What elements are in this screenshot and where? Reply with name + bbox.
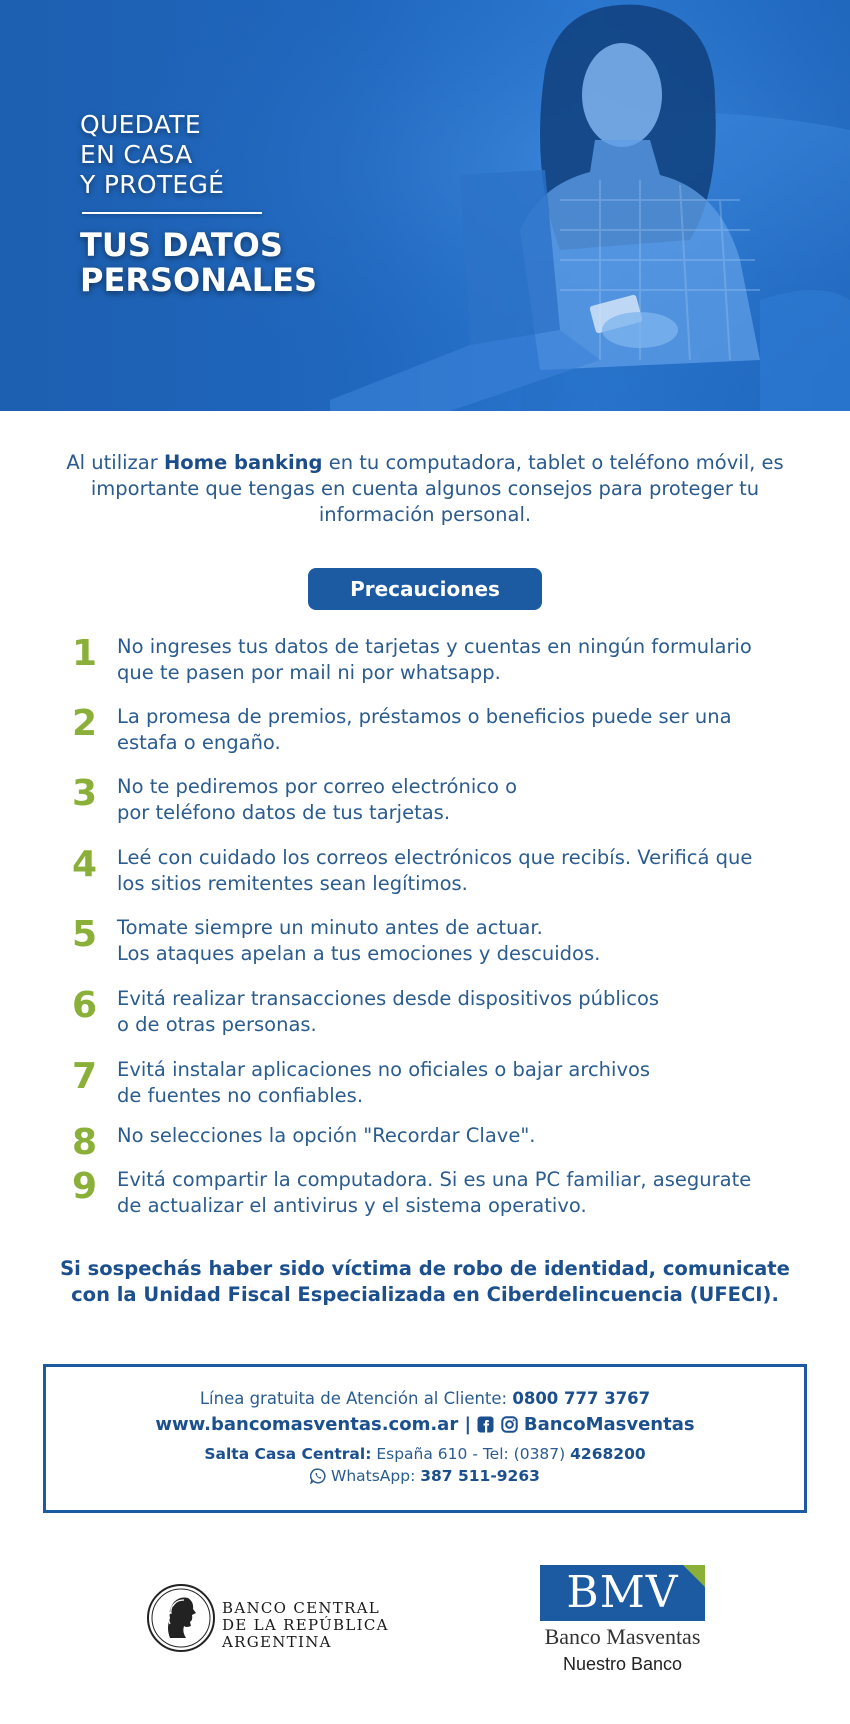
tip-number: 6 bbox=[72, 985, 98, 1026]
tip-text: Evitá realizar transacciones desde dispositivos públicos o de otras personas. bbox=[117, 987, 660, 1036]
intro-home-banking: Home banking bbox=[163, 451, 323, 474]
bcra-seal-icon bbox=[146, 1582, 216, 1654]
tip-number: 8 bbox=[72, 1122, 98, 1163]
tip-number: 1 bbox=[72, 633, 98, 674]
hq-label: Salta Casa Central: bbox=[204, 1445, 372, 1463]
hero-text bbox=[80, 110, 317, 298]
social-handle[interactable]: BancoMasventas bbox=[523, 1414, 695, 1435]
tip-text: La promesa de premios, préstamos o beneficios puede ser una estafa o engaño. bbox=[117, 705, 732, 754]
headquarters-line bbox=[46, 1445, 804, 1463]
tip-text: No te pediremos por correo electrónico o por teléfono datos de tus tarjetas. bbox=[117, 775, 518, 824]
hq-phone[interactable]: 4268200 bbox=[570, 1445, 646, 1463]
whatsapp-line bbox=[46, 1467, 804, 1485]
tip-text: Leé con cuidado los correos electrónicos que recibís. Verificá que los sitios remitentes sean legítimos. bbox=[117, 846, 753, 895]
whatsapp-number[interactable]: 387 511-9263 bbox=[420, 1467, 540, 1485]
separator: | bbox=[458, 1414, 478, 1435]
tip-number: 3 bbox=[72, 773, 98, 814]
precautions-heading: Precauciones bbox=[308, 568, 542, 610]
bmv-logo-box bbox=[540, 1565, 705, 1621]
tip-number: 9 bbox=[72, 1166, 98, 1207]
whatsapp-label: WhatsApp: bbox=[331, 1467, 421, 1485]
intro-suffix: en tu computadora, tablet o teléfono móvil, es importante que tengas en cuenta algunos consejos para proteger tu información personal. bbox=[90, 451, 784, 526]
intro-paragraph bbox=[60, 450, 790, 528]
hq-address: España 610 - Tel: (0387) bbox=[371, 1445, 571, 1463]
tip-text: No selecciones la opción "Recordar Clave". bbox=[117, 1124, 536, 1147]
hero-banner bbox=[0, 0, 850, 411]
tip-number: 7 bbox=[72, 1056, 98, 1097]
contact-box bbox=[43, 1364, 807, 1513]
web-social-line bbox=[46, 1414, 804, 1435]
hero-headline-large: TUS DATOS PERSONALES bbox=[80, 226, 318, 299]
tip-text: Evitá instalar aplicaciones no oficiales o bajar archivos de fuentes no confiables. bbox=[117, 1058, 651, 1107]
hotline-line bbox=[46, 1389, 804, 1408]
bmv-letters: BMV bbox=[566, 1567, 679, 1618]
tip-text: Evitá compartir la computadora. Si es una PC familiar, asegurate de actualizar el antivirus y el sistema operativo. bbox=[117, 1168, 752, 1217]
instagram-icon[interactable] bbox=[501, 1416, 518, 1433]
hotline-label: Línea gratuita de Atención al Cliente: bbox=[199, 1389, 513, 1408]
tip-number: 5 bbox=[72, 914, 98, 955]
bmv-slogan: Nuestro Banco bbox=[562, 1654, 683, 1674]
tip-number: 4 bbox=[72, 844, 98, 885]
facebook-icon[interactable] bbox=[477, 1416, 494, 1433]
tip-text: No ingreses tus datos de tarjetas y cuentas en ningún formulario que te pasen por mail ni por whatsapp. bbox=[117, 635, 752, 684]
hero-divider bbox=[82, 212, 262, 214]
identity-theft-warning: Si sospechás haber sido víctima de robo de identidad, comunicate con la Unidad Fiscal Especializada en Ciberdelincuencia (UFECI). bbox=[60, 1257, 790, 1306]
tip-number: 2 bbox=[72, 703, 98, 744]
whatsapp-icon bbox=[310, 1468, 326, 1484]
tip-text: Tomate siempre un minuto antes de actuar. Los ataques apelan a tus emociones y descuidos. bbox=[117, 916, 601, 965]
bcra-logo bbox=[146, 1582, 496, 1656]
intro-prefix: Al utilizar bbox=[66, 451, 164, 474]
hero-headline-small: QUEDATE EN CASA Y PROTEGÉ bbox=[80, 110, 225, 199]
bcra-name: BANCO CENTRAL DE LA REPÚBLICA ARGENTINA bbox=[222, 1599, 389, 1651]
bmv-bank-name: Banco Masventas bbox=[544, 1624, 701, 1649]
hotline-number[interactable]: 0800 777 3767 bbox=[512, 1389, 651, 1408]
bmv-logo bbox=[535, 1562, 710, 1682]
website-link[interactable]: www.bancomasventas.com.ar bbox=[155, 1414, 459, 1435]
